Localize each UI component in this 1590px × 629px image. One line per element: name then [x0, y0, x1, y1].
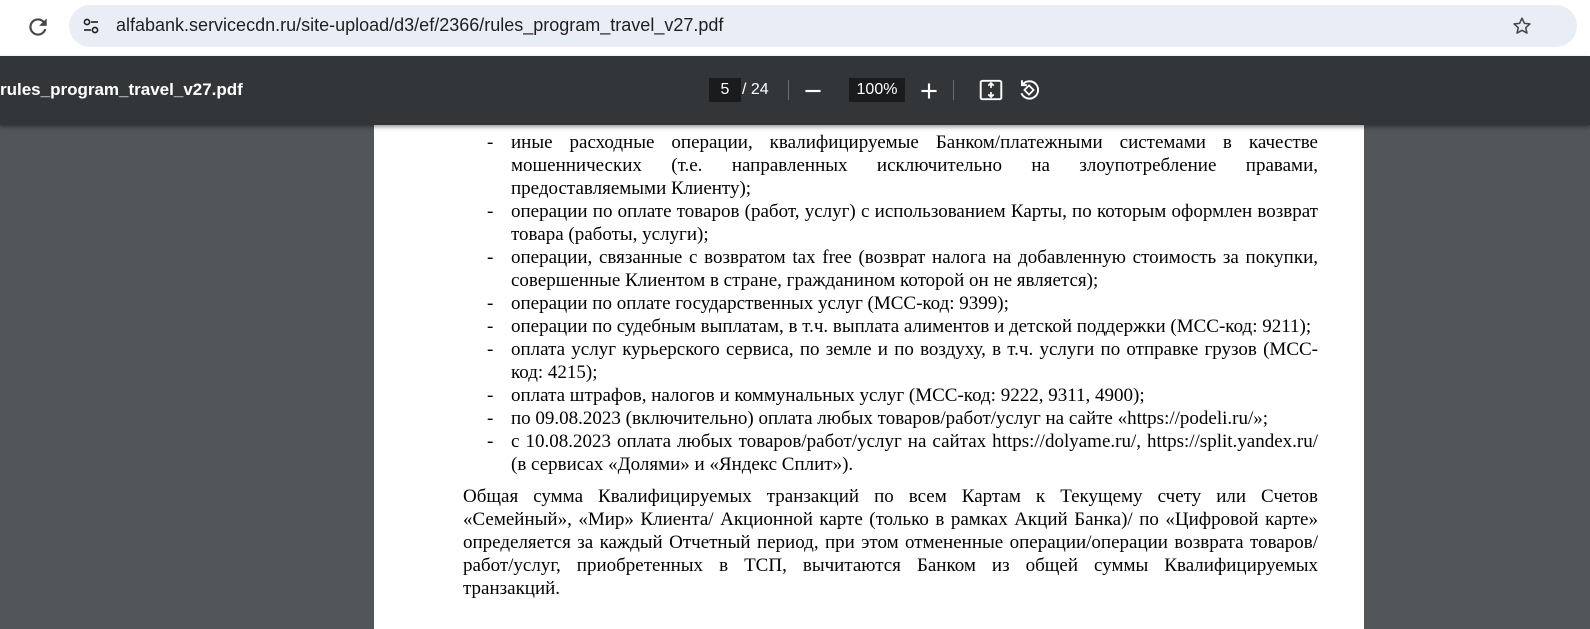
list-item-text: иные расходные операции, квалифицируемые Банком/платежными системами в качестве мошеннических (т.е. направленных исключительно на злоупотребление правами, предоставляемыми Клиенту); [511, 132, 1318, 199]
pdf-filename: rules_program_travel_v27.pdf [0, 80, 243, 99]
reload-icon[interactable] [25, 14, 51, 40]
fit-to-page-icon[interactable] [978, 77, 1004, 103]
list-dash: - [487, 316, 494, 337]
site-info-icon[interactable] [81, 16, 101, 36]
list-item [463, 430, 1318, 476]
list-dash: - [487, 431, 494, 452]
list-item-text: с 10.08.2023 оплата любых товаров/работ/услуг на сайтах https://dolyame.ru/, https://split.yandex.ru/ (в сервисах «Долями» и «Яндекс Сплит»). [511, 431, 1318, 475]
zoom-in-icon[interactable] [916, 78, 942, 104]
pdf-toolbar [0, 56, 1590, 125]
list-item-text: оплата услуг курьерского сервиса, по земле и по воздуху, в т.ч. услуги по отправке грузов (МСС-код: 4215); [511, 339, 1318, 383]
toolbar-divider [953, 80, 954, 100]
rotate-icon[interactable] [1016, 77, 1042, 103]
page-number-input[interactable]: 5 [709, 78, 741, 102]
list-dash: - [487, 132, 494, 153]
list-item-text: операции по судебным выплатам, в т.ч. выплата алиментов и детской поддержки (МСС-код: 9211); [511, 316, 1312, 337]
list-item-text: оплата штрафов, налогов и коммунальных услуг (МСС-код: 9222, 9311, 4900); [511, 385, 1145, 406]
toolbar-divider [788, 80, 789, 100]
list-item [463, 200, 1318, 246]
list-dash: - [487, 201, 494, 222]
body-paragraph: Общая сумма Квалифицируемых транзакций по всем Картам к Текущему счету или Счетов «Семейный», «Мир» Клиента/ Акционной карте (только в рамках Акций Банка)/ по «Цифровой карте» определяется за каждый Отчетный период, при этом отмененные операции/операции возврата товаров/работ/услуг, приобретенных в ТСП, вычитаются Банком из общей суммы Квалифицируемых транзакций. [463, 486, 1318, 599]
list-item [463, 407, 1318, 430]
page-total: / 24 [742, 81, 769, 98]
list-item [463, 384, 1318, 407]
pdf-page [374, 125, 1364, 629]
zoom-level-input[interactable]: 100% [849, 78, 905, 102]
list-item [463, 292, 1318, 315]
page-content [463, 131, 1318, 619]
browser-toolbar [0, 0, 1590, 56]
list-item-text: операции по оплате товаров (работ, услуг) с использованием Карты, по которым оформлен возврат товара (работы, услуги); [511, 201, 1318, 245]
list-dash: - [487, 247, 494, 268]
list-item [463, 246, 1318, 292]
bookmark-star-icon[interactable] [1511, 15, 1533, 37]
list-dash: - [487, 385, 494, 406]
list-item [463, 338, 1318, 384]
zoom-out-icon[interactable] [800, 78, 826, 104]
list-item-text: по 09.08.2023 (включительно) оплата любых товаров/работ/услуг на сайте «https://podeli.ru/»; [511, 408, 1269, 429]
list-item-text: операции, связанные с возвратом tax free (возврат налога на добавленную стоимость за покупки, совершенные Клиентом в стране, гражданином которой он не является); [511, 247, 1318, 291]
url-text[interactable]: alfabank.servicecdn.ru/site-upload/d3/ef/2366/rules_program_travel_v27.pdf [116, 15, 724, 35]
list-dash: - [487, 293, 494, 314]
list-dash: - [487, 408, 494, 429]
list-item-text: операции по оплате государственных услуг (МСС-код: 9399); [511, 293, 1009, 314]
address-bar[interactable] [69, 5, 1577, 47]
list-item [463, 131, 1318, 200]
list-item [463, 315, 1318, 338]
list-dash: - [487, 339, 494, 360]
